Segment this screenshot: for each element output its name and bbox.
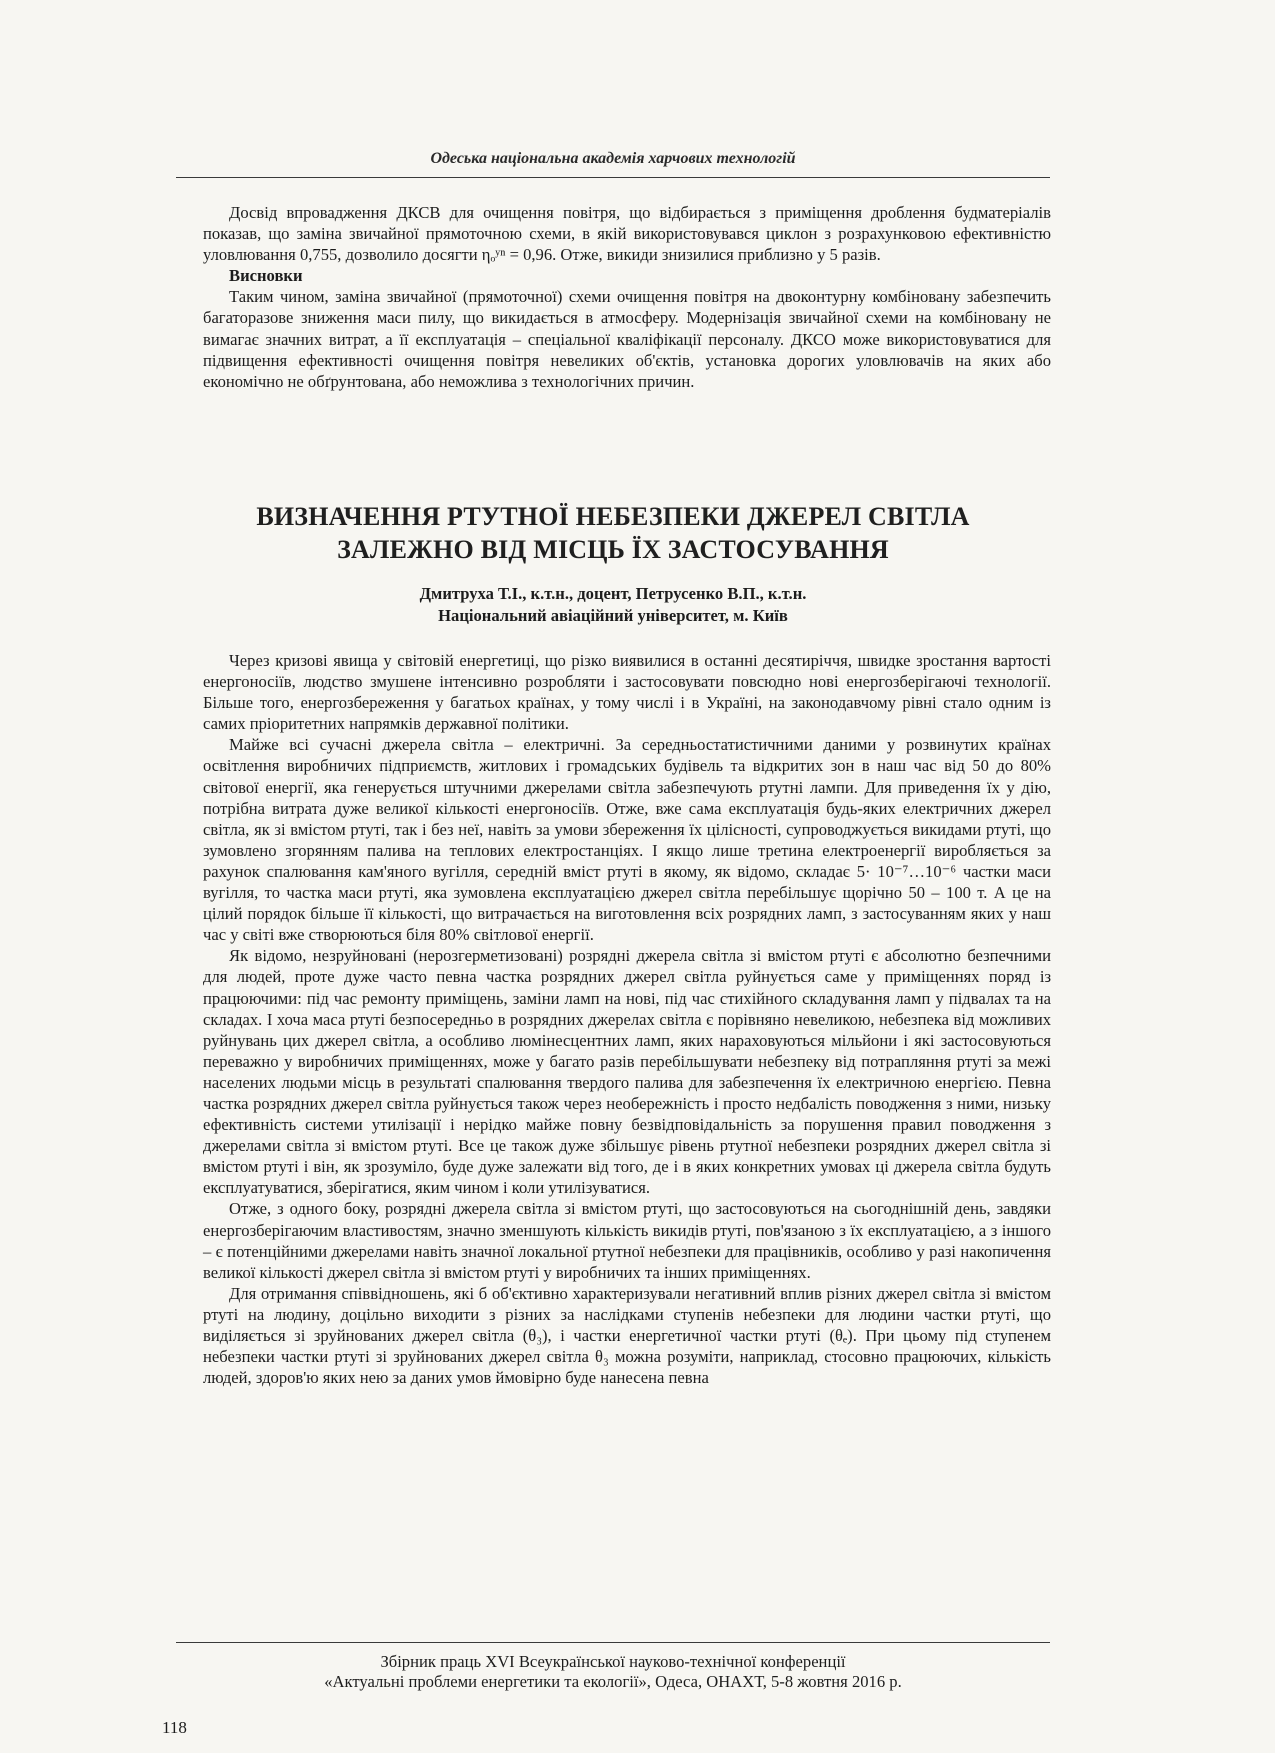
conclusions-paragraph (203, 286, 1051, 391)
footer-citation (176, 1652, 1050, 1692)
article-body (203, 650, 1051, 1388)
footer-line-1: Збірник праць XVI Всеукраїнської науково-технічної конференції (380, 1652, 846, 1671)
intro-section (203, 202, 1051, 392)
article-authors: Дмитруха Т.І., к.т.н., доцент, Петрусенко В.П., к.т.н. (419, 584, 807, 603)
body-paragraph: Отже, з одного боку, розрядні джерела світла зі вмістом ртуті, що застосовуються на сьогоднішній день, завдяки енергозберігаючим властивостям, значно зменшують кількість викидів ртуті, пов'язаною з їх експлуатацією, а з іншого – є потенційними джерелами навіть значної локальної ртутної небезпеки для працівників, особливо у разі накопичення великої кількості джерел світла зі вмістом ртуті у виробничих та інших приміщеннях. (203, 1199, 1051, 1282)
intro-paragraph-text: Досвід впровадження ДКСВ для очищення повітря, що відбирається з приміщення дроблення будматеріалів показав, що заміна звичайної прямоточною схеми, в якій використовувався циклон з розрахунковою ефективністю уловлювання 0,755, дозволило досягти ηₒʸⁿ = 0,96. Отже, викиди знизилися приблизно у 5 разів. (203, 203, 1051, 265)
header-rule (176, 177, 1050, 178)
running-header: Одеська національна академія харчових технологій (430, 150, 796, 167)
body-paragraph: Як відомо, незруйновані (нерозгерметизовані) розрядні джерела світла зі вмістом ртуті є абсолютно безпечними для людей, проте дуже часто певна частка розрядних джерел світла руйнується саме у приміщеннях поряд із працюючими: під час ремонту приміщень, заміни ламп на нові, під час стихійного складування ламп у підвалах та на складах. І хоча маса ртуті безпосередньо в розрядних джерелах світла є порівняно невеликою, небезпека від можливих руйнувань цих джерел світла, а особливо люмінесцентних ламп, яких нараховуються мільйони і які застосовуються переважно у виробничих приміщеннях, може у багато разів перебільшувати небезпеку від потрапляння ртуті за межі населених людьми місць в результаті спалювання твердого палива для забезпечення їх електричною енергією. Певна частка розрядних джерел світла руйнується також через необережність і просто недбалість поводження з ними, низьку ефективність системи утилізації і нерідко майже повну безвідповідальність за порушення правил поводження з джерелами світла зі вмістом ртуті. Все це також дуже збільшує рівень ртутної небезпеки розрядних джерел світла зі вмістом ртуті і він, як зрозуміло, буде дуже залежати від того, де і в яких конкретних умовах ці джерела світла будуть експлуатуватися, зберігатися, яким чином і коли утилізуватися. (203, 946, 1051, 1198)
footer-rule (176, 1642, 1050, 1643)
article-affiliation: Національний авіаційний університет, м. Київ (438, 606, 788, 625)
body-paragraph: Майже всі сучасні джерела світла – електричні. За середньостатистичними даними у розвинутих країнах освітлення виробничих підприємств, житлових і громадських будівель та відкритих зон в наш час від 50 до 80% світової енергії, яка генерується штучними джерелами світла забезпечують ртутні лампи. Для приведення їх у дію, потрібна витрата дуже великої кількості енергоносіїв. Отже, вже сама експлуатація будь-яких електричних джерел світла, як зі вмістом ртуті, так і без неї, навіть за умови збереження їх цілісності, супроводжується викидами ртуті, що зумовлено згорянням палива на теплових електростанціях. І якщо лише третина електроенергії виробляється за рахунок спалювання кам'яного вугілля, середній вміст ртуті в якому, як відомо, складає 5· 10⁻⁷…10⁻⁶ частки маси вугілля, то частка маси ртуті, яка зумовлена експлуатацією джерел світла перебільшує щорічно 50 – 100 т. А це на цілий порядок більше її кількості, що витрачається на виготовлення всіх розрядних ламп, з застосуванням яких у наш час у світі вже створюються біля 80% світлової енергії. (203, 735, 1051, 945)
article-authors-block (176, 583, 1050, 627)
body-paragraph: Для отримання співвідношень, які б об'єктивно характеризували негативний вплив різних джерел світла зі вмістом ртуті на людину, доцільно виходити з різних за наслідками ступенів небезпеки для людини частки ртуті, що виділяється зі зруйнованих джерел світла (θ₃), і частки енергетичної частки ртуті (θₑ). При цьому під ступенем небезпеки частки ртуті зі зруйнованих джерел світла θ₃ можна розуміти, наприклад, стосовно працюючих, кількість людей, здоров'ю яких нею за даних умов ймовірно буде нанесена певна (203, 1283, 1051, 1388)
article-title-line-2: ЗАЛЕЖНО ВІД МІСЦЬ ЇХ ЗАСТОСУВАННЯ (337, 535, 889, 564)
footer-line-2: «Актуальні проблеми енергетики та екології», Одеса, ОНАХТ, 5-8 жовтня 2016 р. (324, 1672, 902, 1691)
conclusions-paragraph-text: Таким чином, заміна звичайної (прямоточної) схеми очищення повітря на двоконтурну комбіновану забезпечить багаторазове зниження маси пилу, що викидається в атмосферу. Модернізація звичайної схеми на комбіновану не вимагає значних витрат, а її експлуатація – спеціальної кваліфікації персоналу. ДКСО може використовуватися для підвищення ефективності очищення повітря невеликих об'єктів, установка дорогих уловлювачів на яких або економічно не обґрунтована, або неможлива з технологічних причин. (203, 287, 1051, 391)
page-number: 118 (162, 1718, 187, 1737)
article-title-line-1: ВИЗНАЧЕННЯ РТУТНОЇ НЕБЕЗПЕКИ ДЖЕРЕЛ СВІТЛА (256, 502, 970, 531)
body-paragraph: Через кризові явища у світовій енергетиці, що різко виявилися в останні десятиріччя, швидке зростання вартості енергоносіїв, людство змушене інтенсивно розробляти і застосовувати повсюдно нові енергозберігаючі технології. Більше того, енергозбереження у багатьох країнах, у тому числі і в Україні, на законодавчому рівні стало одним із самих пріоритетних напрямків державної політики. (203, 651, 1051, 734)
intro-paragraph (203, 202, 1051, 265)
article-title (176, 500, 1050, 566)
conclusions-heading (203, 265, 1051, 286)
conclusions-heading-text: Висновки (229, 266, 303, 286)
